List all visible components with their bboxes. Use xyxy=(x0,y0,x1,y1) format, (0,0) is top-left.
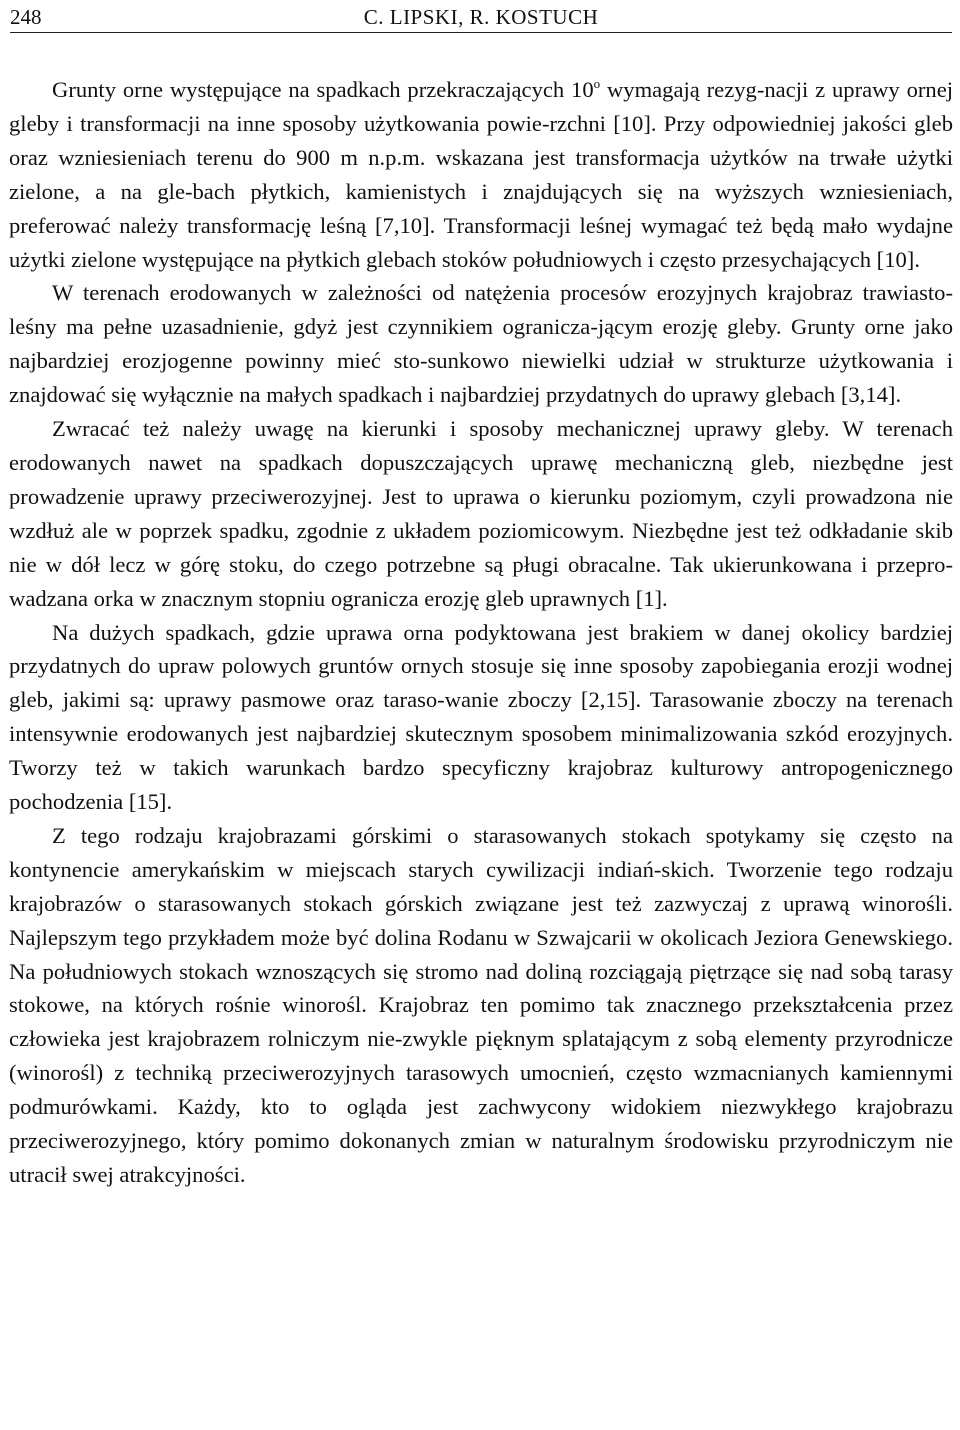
degree-superscript: o xyxy=(593,76,601,91)
page-number: 248 xyxy=(10,5,42,29)
paragraph-1-text-start: Grunty orne występujące na spadkach przekraczających 10 xyxy=(52,77,594,102)
paragraph-1 xyxy=(9,73,953,276)
paragraph-4: Na dużych spadkach, gdzie uprawa orna podyktowana jest brakiem w danej okolicy bardziej przydatnych do upraw polowych gruntów ornych stosuje się inne sposoby zapobiegania erozji wodnej gleb, jakimi są: uprawy pasmowe oraz taraso-wanie zboczy [2,15]. Tarasowanie zboczy na terenach intensywnie erodowanych jest najbardziej skutecznym sposobem minimalizowania szkód erozyjnych. Tworzy też w takich warunkach bardzo specyficzny krajobraz kulturowy antropogenicznego pochodzenia [15]. xyxy=(9,619,953,815)
paragraph-2: W terenach erodowanych w zależności od natężenia procesów erozyjnych krajobraz trawiasto-leśny ma pełne uzasadnienie, gdyż jest czynnikiem ogranicza-jącym erozję gleby. Grunty orne jako najbardziej erozjogenne powinny mieć sto-sunkowo niewielki udział w strukturze użytkowania i znajdować się wyłącznie na małych spadkach i najbardziej przydatnych do uprawy glebach [3,14]. xyxy=(9,280,953,408)
paragraph-1-text-end: wymagają rezyg-nacji z uprawy ornej gleby i transformacji na inne sposoby użytkowania powie-rzchni [10]. Przy odpowiedniej jakości gleb oraz wzniesieniach terenu do 900 m n.p.m. wskazana jest transformacja użytków na trwałe użytki zielone, a na gle-bach płytkich, kamienistych i znajdujących się na wyższych wzniesieniach, preferować należy transformację leśną [7,10]. Transformacji leśnej wymagać też będą mało wydajne użytki zielone występujące na płytkich glebach stoków południowych i często przesychających [10]. xyxy=(9,77,953,272)
body-text xyxy=(9,73,953,1192)
paragraph-5: Z tego rodzaju krajobrazami górskimi o starasowanych stokach spotykamy się często na kontynencie amerykańskim w miejscach starych cywilizacji indiań-skich. Tworzenie tego rodzaju krajobrazów o starasowanych stokach górskich związane jest też zazwyczaj z uprawą winorośli. Najlepszym tego przykładem może być dolina Rodanu w Szwajcarii w okolicach Jeziora Genewskiego. Na południowych stokach wznoszących się stromo nad doliną rozciągają piętrzące się nad sobą tarasy stokowe, na których rośnie winorośl. Krajobraz ten pomimo tak znacznego przekształcenia przez człowieka jest krajobrazem rolniczym nie-zwykle pięknym splatającym z sobą elementy przyrodnicze (winorośl) z techniką przeciwerozyjnych tarasowych umocnień, często wzmacnianych kamiennymi podmurówkami. Każdy, kto to ogląda jest zachwycony widokiem niezwykłego krajobrazu przeciwerozyjnego, który pomimo dokonanych zmian w naturalnym środowisku przyrodniczym nie utracił swej atrakcyjności. xyxy=(9,822,953,1187)
running-header xyxy=(10,2,952,33)
running-title: C. LIPSKI, R. KOSTUCH xyxy=(363,5,599,29)
paragraph-3: Zwracać też należy uwagę na kierunki i sposoby mechanicznej uprawy gleby. W terenach erodowanych nawet na spadkach dopuszczających uprawę mechaniczną gleb, niezbędne jest prowadzenie uprawy przeciwerozyjnej. Jest to uprawa o kierunku poziomym, czyli prowadzona nie wzdłuż ale w poprzek spadku, zgodnie z układem poziomicowym. Niezbędne jest też odkładanie skib nie w dół lecz w górę stoku, do czego potrzebne są pługi obracalne. Tak ukierunkowana i przepro-wadzana orka w znacznym stopniu ogranicza erozję gleb uprawnych [1]. xyxy=(9,416,953,611)
